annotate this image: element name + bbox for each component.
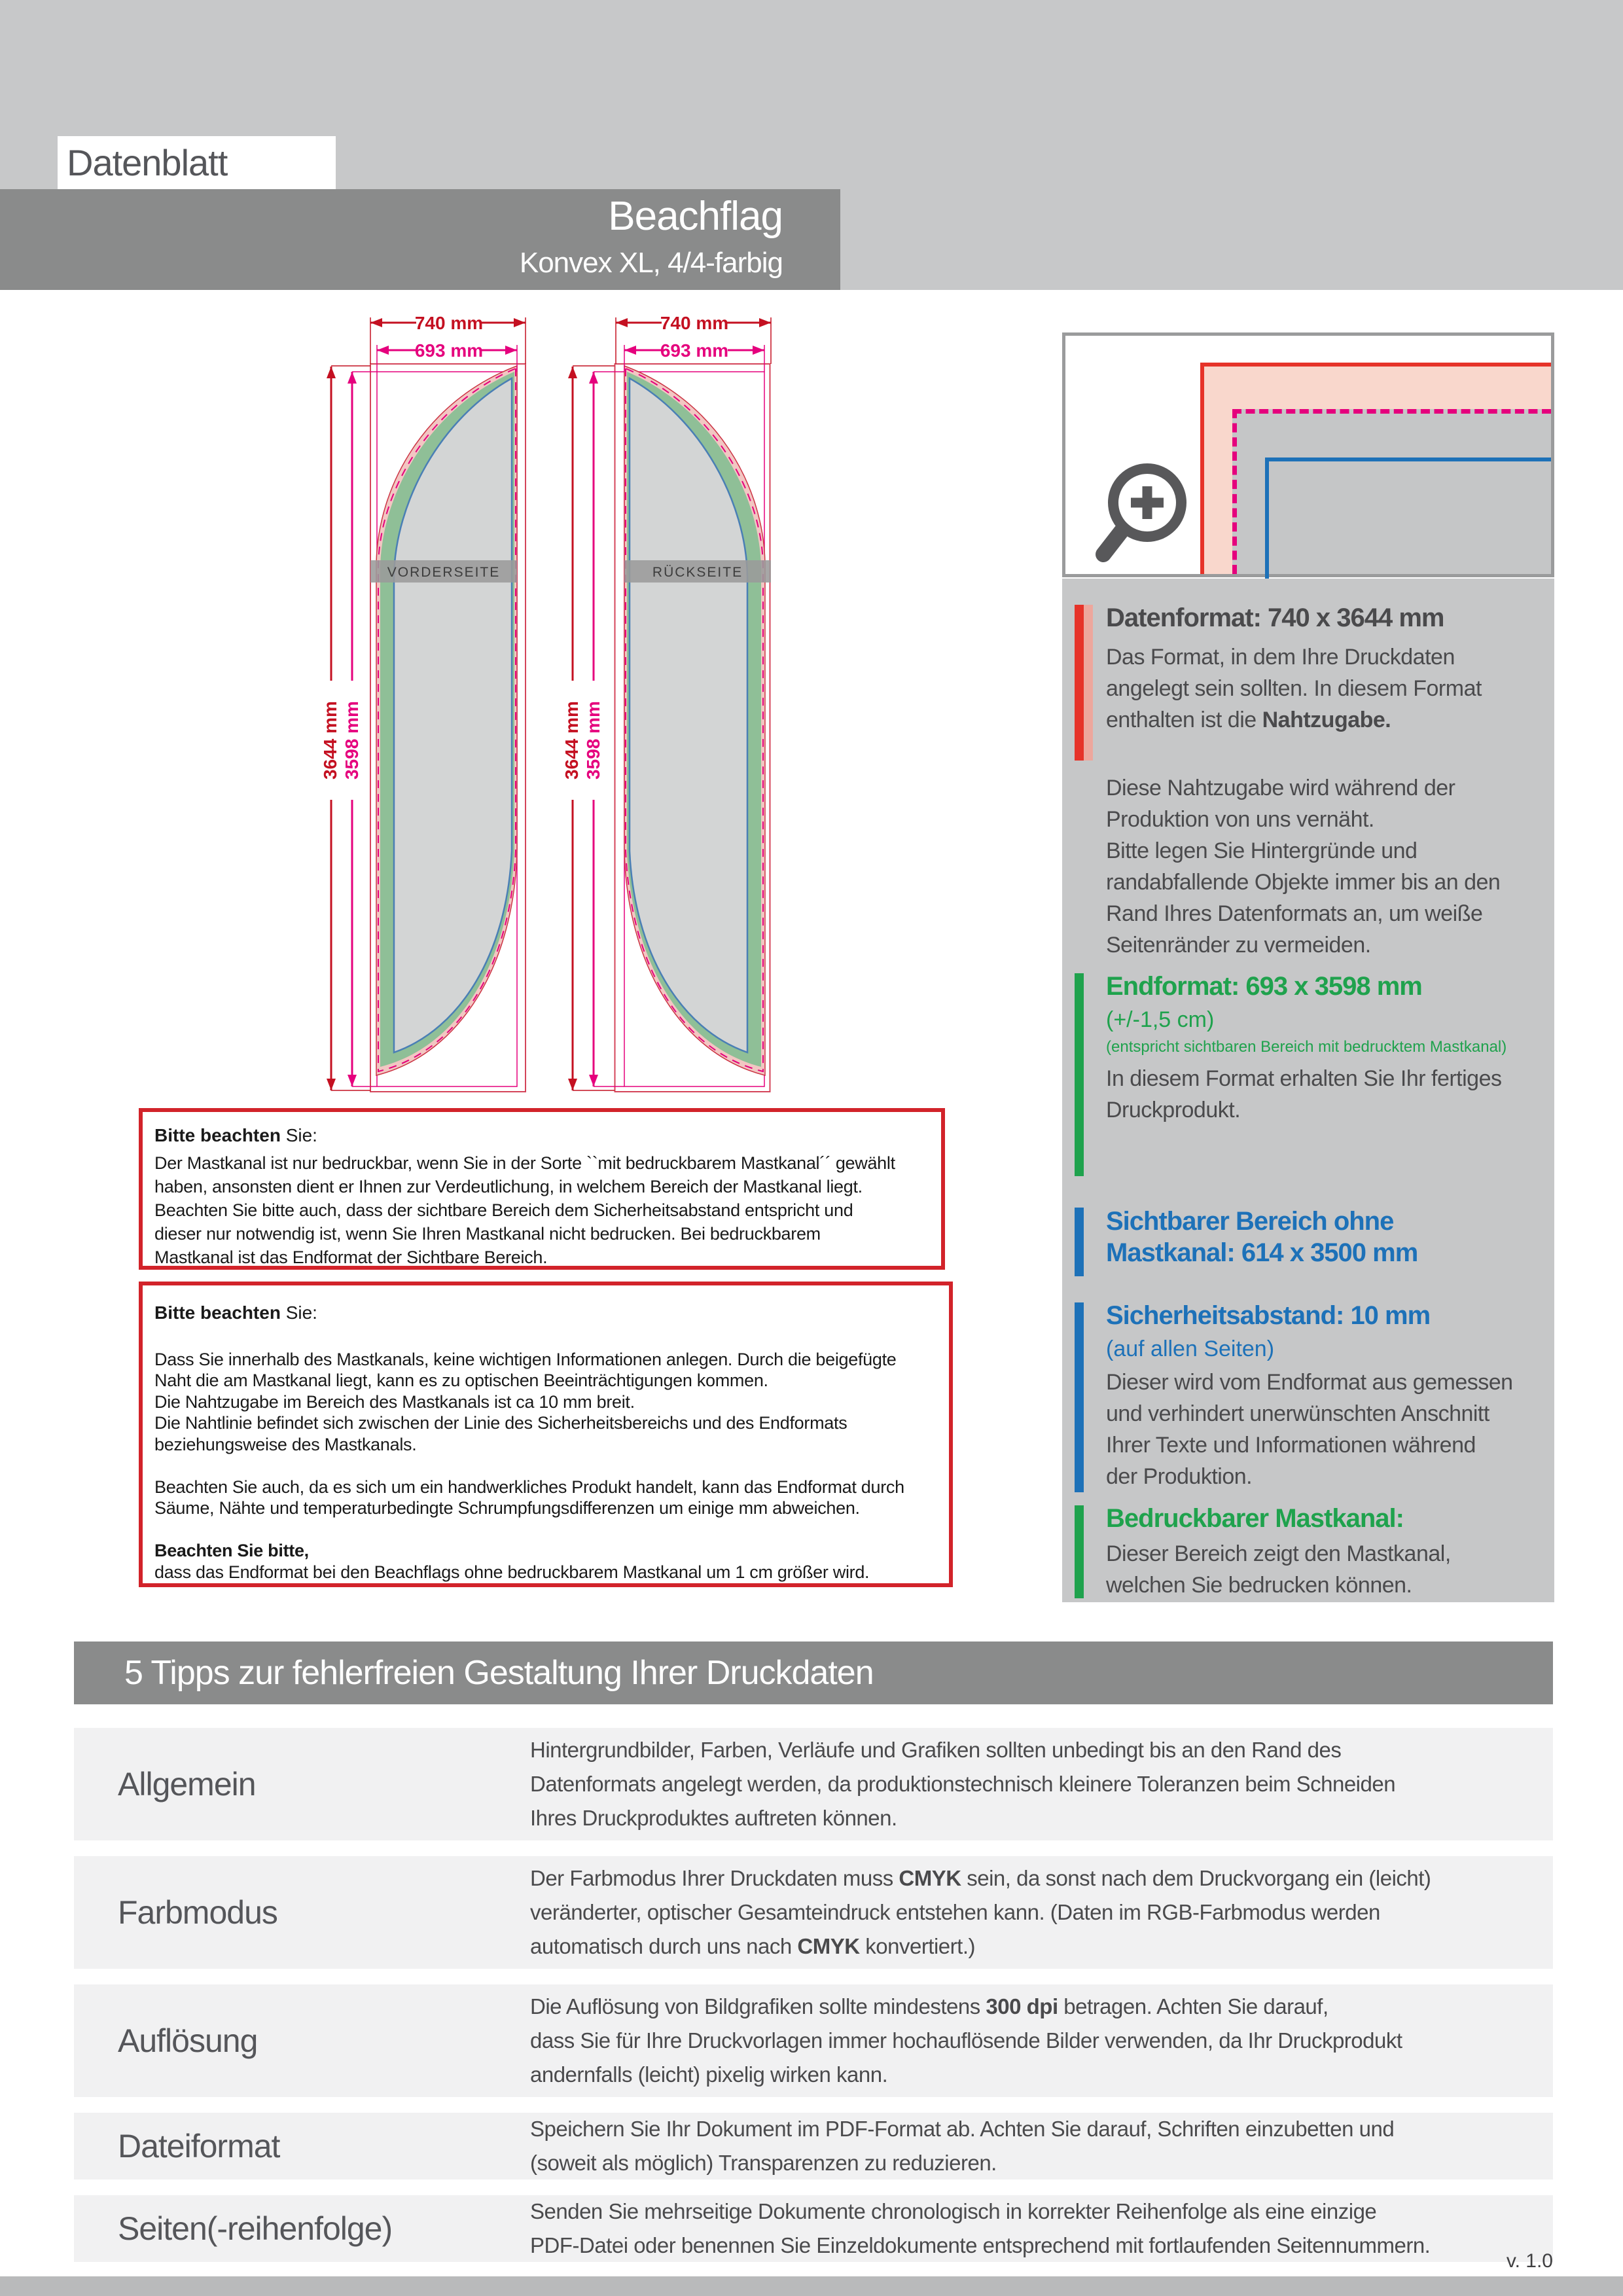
note-box-1-text: Der Mastkanal ist nur bedruckbar, wenn Sie in der Sorte ``mit bedruckbarem Mastkanal´´ gewählt haben, ansonsten dient er Ihnen zur Verdeutlichung, in welchem Bereich der Mastkanal liegt. Beachten Sie bitte auch, dass der sichtbare Bereich dem Sicherheitsabstand entspricht und dieser nur notwendig ist, wenn Sie Ihren Mastkanal nicht bedrucken. Bei bedruckbarem Mastkanal ist das Endformat der Sichtbare Bereich. bbox=[154, 1153, 895, 1267]
seam-note-text: Diese Nahtzugabe wird während der Produktion von uns vernäht. Bitte legen Sie Hintergründe und randabfallende Objekte immer bis an den Rand Ihres Datenformats an, um weiße Seitenränder zu vermeiden. bbox=[1106, 776, 1501, 958]
front-width-outer-label: 740 mm bbox=[414, 313, 484, 333]
arrowhead bbox=[568, 1079, 577, 1090]
note-box-2 bbox=[139, 1282, 953, 1587]
arrowhead bbox=[370, 318, 382, 327]
safety-zone bbox=[1265, 457, 1551, 579]
footer-band bbox=[0, 2276, 1623, 2296]
back-height-outer-label: 3644 mm bbox=[562, 701, 582, 780]
tip-text: Speichern Sie Ihr Dokument im PDF-Format ab. Achten Sie darauf, Schriften einzubetten und (soweit als möglich) Transparenzen zu reduzieren. bbox=[530, 2117, 1395, 2175]
mast-accent-bar bbox=[1075, 1505, 1084, 1598]
product-subtitle: Konvex XL, 4/4-farbig bbox=[519, 247, 783, 279]
front-height-outer-label: 3644 mm bbox=[320, 701, 340, 780]
detail-zoom-box bbox=[1062, 332, 1554, 577]
mast-title: Bedruckbarer Mastkanal: bbox=[1106, 1504, 1404, 1533]
arrowhead bbox=[624, 346, 636, 355]
visible-area-accent-bar bbox=[1075, 1208, 1084, 1276]
flag-front bbox=[370, 364, 526, 1092]
arrowhead bbox=[505, 346, 517, 355]
info-panel bbox=[1062, 579, 1554, 1602]
arrowhead bbox=[589, 372, 598, 384]
front-side-label: VORDERSEITE bbox=[387, 565, 501, 580]
note-box-1 bbox=[139, 1108, 945, 1270]
endformat-accent-bar bbox=[1075, 973, 1084, 1176]
arrowhead bbox=[589, 1075, 598, 1086]
sheet-label-box bbox=[58, 136, 336, 189]
version-label: v. 1.0 bbox=[1506, 2250, 1553, 2272]
tip-text: Senden Sie mehrseitige Dokumente chronologisch in korrekter Reihenfolge als eine einzige PDF-Datei oder benennen Sie Einzeldokumente entsprechend mit fortlaufenden Seitennummern. bbox=[530, 2199, 1431, 2257]
dataformat-accent-bar bbox=[1075, 605, 1084, 761]
front-width-inner-label: 693 mm bbox=[414, 340, 484, 361]
note-box-2-heading: Bitte beachten Sie: bbox=[154, 1302, 317, 1323]
endformat-title: Endformat: 693 x 3598 mm bbox=[1106, 972, 1422, 1001]
tip-text: Die Auflösung von Bildgrafiken sollte mindestens 300 dpi betragen. Achten Sie darauf, dass Sie für Ihre Druckvorlagen immer hochauflösende Bilder verwenden, da Ihr Druckprodukt andernfalls (leicht) pixelig wirken kann. bbox=[530, 1994, 1402, 2087]
tip-row-seitenreihenfolge bbox=[74, 2195, 1553, 2262]
visible-area-title-1: Sichtbarer Bereich ohne bbox=[1106, 1207, 1394, 1236]
endformat-text: In diesem Format erhalten Sie Ihr fertiges Druckprodukt. bbox=[1106, 1066, 1502, 1122]
arrowhead bbox=[568, 367, 577, 378]
arrowhead bbox=[753, 346, 764, 355]
tip-label: Auflösung bbox=[118, 2022, 258, 2059]
arrowhead bbox=[327, 367, 336, 378]
tip-label: Farbmodus bbox=[118, 1894, 277, 1931]
back-height-inner-label: 3598 mm bbox=[583, 701, 603, 780]
tip-label: Dateiformat bbox=[118, 2128, 280, 2164]
back-width-inner-label: 693 mm bbox=[660, 340, 729, 361]
magnifier-icon bbox=[1092, 447, 1209, 571]
tip-row-aufloesung bbox=[74, 1984, 1553, 2097]
product-title: Beachflag bbox=[608, 194, 783, 239]
visible-area-title-2: Mastkanal: 614 x 3500 mm bbox=[1106, 1238, 1418, 1267]
back-side-label: RÜCKSEITE bbox=[652, 565, 743, 580]
flag-diagram bbox=[281, 308, 831, 1113]
back-width-outer-label: 740 mm bbox=[660, 313, 729, 333]
arrowhead bbox=[327, 1079, 336, 1090]
dataformat-text: Das Format, in dem Ihre Druckdaten angelegt sein sollten. In diesem Format enthalten ist die Nahtzugabe. bbox=[1106, 645, 1482, 732]
tip-row-allgemein bbox=[74, 1728, 1553, 1840]
safety-text: Dieser wird vom Endformat aus gemessen und verhindert unerwünschten Anschnitt Ihrer Texte und Informationen während der Produktion. bbox=[1106, 1370, 1513, 1489]
tip-row-farbmodus bbox=[74, 1856, 1553, 1969]
tip-label: Seiten(-reihenfolge) bbox=[118, 2210, 393, 2247]
front-height-inner-label: 3598 mm bbox=[342, 701, 362, 780]
dataformat-accent-bar-light bbox=[1084, 605, 1093, 761]
endformat-tolerance: (+/-1,5 cm) bbox=[1106, 1007, 1215, 1032]
arrowhead bbox=[759, 318, 771, 327]
endformat-zone bbox=[1232, 409, 1551, 574]
arrowhead bbox=[514, 318, 526, 327]
tip-label: Allgemein bbox=[118, 1766, 256, 1803]
arrowhead bbox=[616, 318, 628, 327]
arrowhead bbox=[377, 346, 389, 355]
safety-title: Sicherheitsabstand: 10 mm bbox=[1106, 1301, 1431, 1330]
sheet-label: Datenblatt bbox=[67, 142, 228, 183]
product-title-band bbox=[0, 189, 840, 290]
note-box-2-text: Dass Sie innerhalb des Mastkanals, keine wichtigen Informationen anlegen. Durch die beigefügte Naht die am Mastkanal liegt, kann es zu optischen Beeinträchtigungen kommen. Die Nahtzugabe im Bereich des Mastkanals ist ca 10 mm breit. Die Nahtlinie befindet sich zwischen der Linie des Sicherheitsbereichs und des Endformats beziehungsweise des Mastkanals. Beachten Sie auch, da es sich um ein handwerkliches Produkt handelt, kann das Endformat durch Säume, Nähte und temperaturbedingte Schrumpfungsdifferenzen um einige mm abweichen. Beachten Sie bitte, dass das Endformat bei den Beachflags ohne bedruckbarem Mastkanal um 1 cm größer wird. bbox=[154, 1349, 904, 1582]
safety-accent-bar bbox=[1075, 1302, 1084, 1492]
tip-text: Der Farbmodus Ihrer Druckdaten muss CMYK sein, da sonst nach dem Druckvorgang ein (leicht) veränderter, optischer Gesamteindruck entstehen kann. (Daten im RGB-Farbmodus werden automatisch durch uns nach CMYK konvertiert.) bbox=[530, 1866, 1431, 1958]
flag-back bbox=[615, 364, 772, 1092]
dataformat-zone bbox=[1200, 363, 1551, 574]
arrowhead bbox=[348, 372, 357, 384]
tips-header-band bbox=[74, 1641, 1553, 1704]
mast-text: Dieser Bereich zeigt den Mastkanal, welchen Sie bedrucken können. bbox=[1106, 1541, 1451, 1598]
tip-row-dateiformat bbox=[74, 2113, 1553, 2179]
tips-title: 5 Tipps zur fehlerfreien Gestaltung Ihrer Druckdaten bbox=[124, 1654, 874, 1692]
tip-text: Hintergrundbilder, Farben, Verläufe und Grafiken sollten unbedingt bis an den Rand des Datenformats angelegt werden, da produktionstechnisch kleinere Toleranzen beim Schneiden Ihres Druckproduktes auftreten können. bbox=[530, 1738, 1396, 1830]
endformat-note: (entspricht sichtbaren Bereich mit bedrucktem Mastkanal) bbox=[1106, 1038, 1507, 1056]
dataformat-title: Datenformat: 740 x 3644 mm bbox=[1106, 603, 1444, 632]
arrowhead bbox=[348, 1075, 357, 1086]
note-box-1-heading: Bitte beachten Sie: bbox=[154, 1125, 317, 1145]
safety-subtitle: (auf allen Seiten) bbox=[1106, 1336, 1275, 1361]
